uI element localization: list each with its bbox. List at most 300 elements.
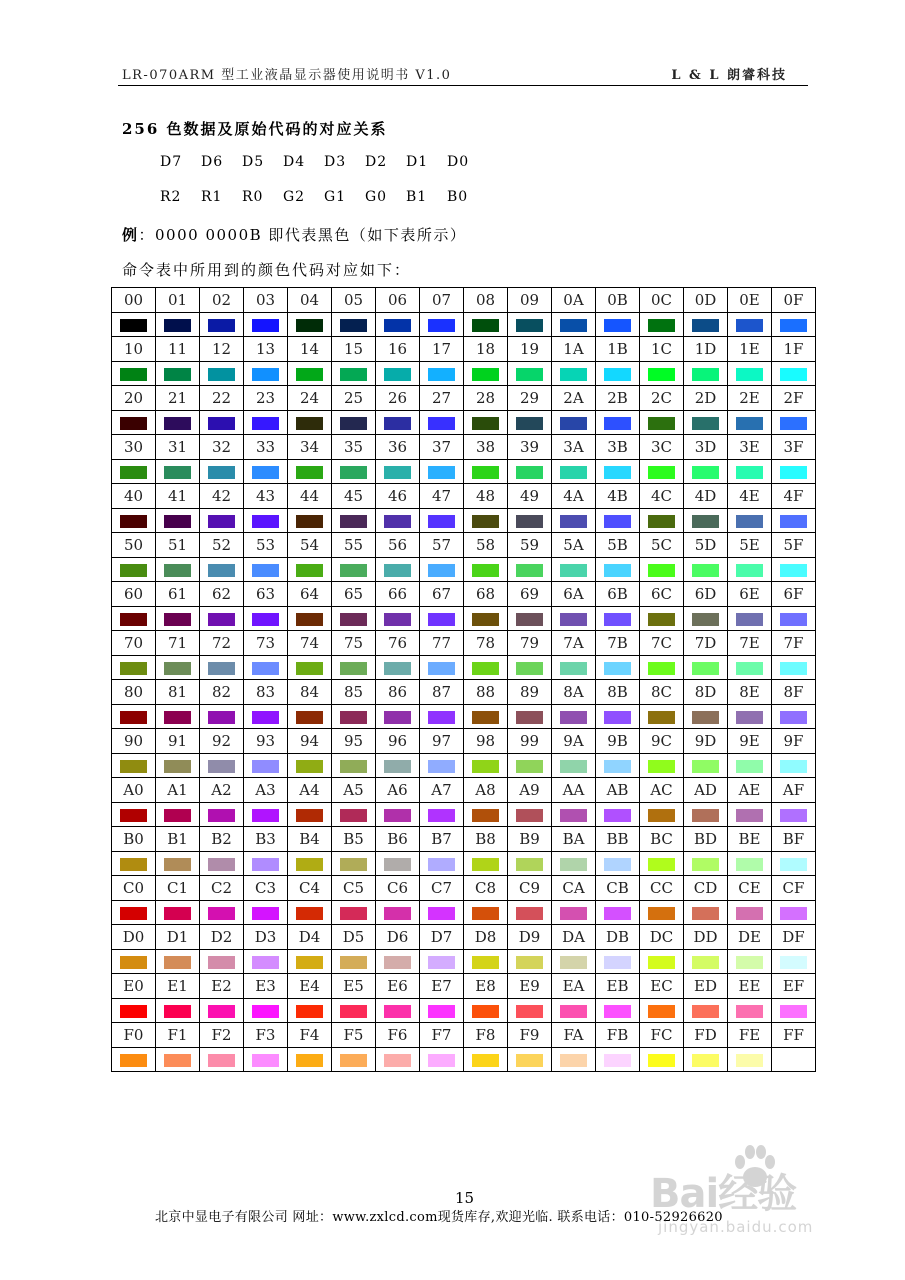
color-code: BA bbox=[552, 827, 596, 852]
color-swatch bbox=[648, 711, 675, 724]
color-swatch bbox=[516, 515, 543, 528]
swatch-cell bbox=[552, 313, 596, 337]
color-code: AE bbox=[728, 778, 772, 803]
color-code: 8A bbox=[552, 680, 596, 705]
color-code: E7 bbox=[420, 974, 464, 999]
swatch-cell bbox=[508, 558, 552, 582]
section-title: 256 色数据及原始代码的对应关系 bbox=[122, 120, 388, 138]
color-code: 51 bbox=[156, 533, 200, 558]
swatch-cell bbox=[464, 901, 508, 925]
color-swatch bbox=[472, 466, 499, 479]
color-swatch bbox=[164, 368, 191, 381]
swatch-cell bbox=[772, 558, 816, 582]
color-swatch-row bbox=[112, 607, 816, 631]
color-swatch bbox=[164, 711, 191, 724]
swatch-cell bbox=[420, 607, 464, 631]
color-swatch bbox=[560, 417, 587, 430]
color-swatch bbox=[340, 760, 367, 773]
color-swatch bbox=[780, 613, 807, 626]
color-code: C1 bbox=[156, 876, 200, 901]
color-swatch bbox=[384, 809, 411, 822]
color-code: C4 bbox=[288, 876, 332, 901]
color-swatch bbox=[648, 956, 675, 969]
color-swatch-row bbox=[112, 803, 816, 827]
color-code: 1C bbox=[640, 337, 684, 362]
swatch-cell bbox=[684, 411, 728, 435]
swatch-cell bbox=[244, 901, 288, 925]
rgb-bit-row bbox=[160, 189, 488, 205]
color-code: 14 bbox=[288, 337, 332, 362]
color-swatch bbox=[604, 417, 631, 430]
color-swatch bbox=[120, 466, 147, 479]
color-code: 7F bbox=[772, 631, 816, 656]
color-swatch bbox=[428, 956, 455, 969]
color-code: B2 bbox=[200, 827, 244, 852]
color-swatch bbox=[384, 417, 411, 430]
color-swatch bbox=[384, 1054, 411, 1067]
color-code: 60 bbox=[112, 582, 156, 607]
swatch-cell bbox=[244, 999, 288, 1023]
swatch-cell bbox=[464, 558, 508, 582]
swatch-cell bbox=[640, 656, 684, 680]
color-code: 04 bbox=[288, 288, 332, 313]
color-code: 0E bbox=[728, 288, 772, 313]
swatch-cell bbox=[420, 656, 464, 680]
watermark-brand: Bai经验 bbox=[650, 1171, 797, 1217]
color-swatch bbox=[164, 515, 191, 528]
swatch-cell bbox=[772, 362, 816, 386]
color-swatch bbox=[252, 907, 279, 920]
color-swatch bbox=[340, 319, 367, 332]
swatch-cell bbox=[200, 509, 244, 533]
color-swatch bbox=[692, 319, 719, 332]
color-code: 9F bbox=[772, 729, 816, 754]
color-code: E8 bbox=[464, 974, 508, 999]
swatch-cell bbox=[684, 607, 728, 631]
color-code: 99 bbox=[508, 729, 552, 754]
swatch-cell bbox=[332, 509, 376, 533]
swatch-cell bbox=[464, 656, 508, 680]
color-code: BD bbox=[684, 827, 728, 852]
swatch-cell bbox=[728, 852, 772, 876]
swatch-cell bbox=[596, 313, 640, 337]
swatch-cell bbox=[200, 558, 244, 582]
color-swatch bbox=[296, 956, 323, 969]
color-code: 67 bbox=[420, 582, 464, 607]
color-swatch bbox=[208, 760, 235, 773]
color-code: D6 bbox=[376, 925, 420, 950]
color-swatch bbox=[604, 858, 631, 871]
swatch-cell bbox=[596, 362, 640, 386]
color-code: BF bbox=[772, 827, 816, 852]
swatch-cell bbox=[684, 460, 728, 484]
color-code: 9C bbox=[640, 729, 684, 754]
swatch-cell bbox=[156, 656, 200, 680]
color-swatch bbox=[736, 711, 763, 724]
color-code: 7E bbox=[728, 631, 772, 656]
swatch-cell bbox=[772, 313, 816, 337]
swatch-cell bbox=[640, 411, 684, 435]
swatch-cell bbox=[420, 705, 464, 729]
color-code: F9 bbox=[508, 1023, 552, 1048]
swatch-cell bbox=[156, 754, 200, 778]
swatch-cell bbox=[288, 558, 332, 582]
color-code: 52 bbox=[200, 533, 244, 558]
color-code: B9 bbox=[508, 827, 552, 852]
color-swatch bbox=[208, 1005, 235, 1018]
color-swatch bbox=[736, 613, 763, 626]
color-code: 5E bbox=[728, 533, 772, 558]
color-code: 75 bbox=[332, 631, 376, 656]
color-code: F8 bbox=[464, 1023, 508, 1048]
color-code: 97 bbox=[420, 729, 464, 754]
color-swatch bbox=[604, 760, 631, 773]
swatch-cell bbox=[464, 411, 508, 435]
color-code: D4 bbox=[288, 925, 332, 950]
color-swatch bbox=[692, 858, 719, 871]
color-code-row bbox=[112, 876, 816, 901]
swatch-cell bbox=[772, 1048, 816, 1072]
swatch-cell bbox=[288, 460, 332, 484]
color-swatch bbox=[472, 809, 499, 822]
swatch-cell bbox=[728, 656, 772, 680]
swatch-cell bbox=[640, 803, 684, 827]
color-swatch bbox=[296, 466, 323, 479]
color-swatch bbox=[780, 1054, 807, 1067]
color-code: C2 bbox=[200, 876, 244, 901]
color-code: 95 bbox=[332, 729, 376, 754]
color-code: 22 bbox=[200, 386, 244, 411]
color-code: 41 bbox=[156, 484, 200, 509]
color-code: B7 bbox=[420, 827, 464, 852]
swatch-cell bbox=[728, 950, 772, 974]
swatch-cell bbox=[156, 803, 200, 827]
color-swatch bbox=[208, 515, 235, 528]
color-swatch bbox=[120, 515, 147, 528]
color-swatch bbox=[428, 809, 455, 822]
swatch-cell bbox=[508, 607, 552, 631]
color-code: EF bbox=[772, 974, 816, 999]
swatch-cell bbox=[420, 509, 464, 533]
color-swatch bbox=[208, 613, 235, 626]
color-swatch bbox=[648, 515, 675, 528]
swatch-cell bbox=[200, 950, 244, 974]
swatch-cell bbox=[112, 656, 156, 680]
swatch-cell bbox=[552, 509, 596, 533]
swatch-cell bbox=[244, 362, 288, 386]
color-code: CF bbox=[772, 876, 816, 901]
swatch-cell bbox=[640, 901, 684, 925]
swatch-cell bbox=[156, 411, 200, 435]
color-code: E3 bbox=[244, 974, 288, 999]
color-code: E4 bbox=[288, 974, 332, 999]
color-swatch bbox=[120, 417, 147, 430]
swatch-cell bbox=[112, 1048, 156, 1072]
color-code: 2E bbox=[728, 386, 772, 411]
color-code: C6 bbox=[376, 876, 420, 901]
swatch-cell bbox=[728, 754, 772, 778]
swatch-cell bbox=[112, 558, 156, 582]
swatch-cell bbox=[728, 558, 772, 582]
color-swatch bbox=[780, 809, 807, 822]
color-code: F2 bbox=[200, 1023, 244, 1048]
swatch-cell bbox=[640, 313, 684, 337]
color-code: CA bbox=[552, 876, 596, 901]
color-code: FE bbox=[728, 1023, 772, 1048]
color-code: 08 bbox=[464, 288, 508, 313]
color-code: 61 bbox=[156, 582, 200, 607]
color-swatch bbox=[472, 564, 499, 577]
color-swatch bbox=[780, 319, 807, 332]
swatch-cell bbox=[552, 705, 596, 729]
color-swatch bbox=[692, 368, 719, 381]
swatch-cell bbox=[332, 901, 376, 925]
color-swatch bbox=[428, 368, 455, 381]
color-code: B5 bbox=[332, 827, 376, 852]
color-swatch-row bbox=[112, 313, 816, 337]
swatch-cell bbox=[112, 362, 156, 386]
swatch-cell bbox=[376, 460, 420, 484]
color-code: 74 bbox=[288, 631, 332, 656]
swatch-cell bbox=[684, 1048, 728, 1072]
color-code: 6A bbox=[552, 582, 596, 607]
swatch-cell bbox=[684, 852, 728, 876]
color-code: F5 bbox=[332, 1023, 376, 1048]
color-swatch bbox=[384, 858, 411, 871]
color-swatch bbox=[560, 613, 587, 626]
color-swatch bbox=[516, 417, 543, 430]
swatch-cell bbox=[640, 460, 684, 484]
swatch-cell bbox=[728, 313, 772, 337]
color-swatch bbox=[560, 662, 587, 675]
color-code: A6 bbox=[376, 778, 420, 803]
swatch-cell bbox=[508, 999, 552, 1023]
color-code: DA bbox=[552, 925, 596, 950]
color-swatch bbox=[340, 1054, 367, 1067]
swatch-cell bbox=[684, 999, 728, 1023]
color-code: 88 bbox=[464, 680, 508, 705]
color-swatch bbox=[120, 613, 147, 626]
color-swatch bbox=[164, 564, 191, 577]
color-code-row bbox=[112, 484, 816, 509]
color-code-row bbox=[112, 435, 816, 460]
color-code-row bbox=[112, 386, 816, 411]
color-swatch bbox=[780, 711, 807, 724]
color-code: EE bbox=[728, 974, 772, 999]
color-swatch bbox=[648, 417, 675, 430]
color-swatch bbox=[208, 564, 235, 577]
color-swatch bbox=[340, 711, 367, 724]
color-swatch-row bbox=[112, 558, 816, 582]
color-swatch bbox=[780, 907, 807, 920]
swatch-cell bbox=[596, 656, 640, 680]
color-swatch bbox=[780, 417, 807, 430]
swatch-cell bbox=[640, 1048, 684, 1072]
color-code: 44 bbox=[288, 484, 332, 509]
color-swatch-row bbox=[112, 656, 816, 680]
swatch-cell bbox=[332, 705, 376, 729]
color-code: 6C bbox=[640, 582, 684, 607]
swatch-cell bbox=[288, 1048, 332, 1072]
bit-label: D6 bbox=[201, 154, 224, 170]
bit-label: R0 bbox=[242, 189, 264, 205]
color-swatch bbox=[736, 417, 763, 430]
color-code: 3E bbox=[728, 435, 772, 460]
color-swatch bbox=[252, 809, 279, 822]
bit-label: B1 bbox=[406, 189, 428, 205]
color-code: 20 bbox=[112, 386, 156, 411]
color-code: 11 bbox=[156, 337, 200, 362]
swatch-cell bbox=[288, 999, 332, 1023]
color-swatch bbox=[692, 711, 719, 724]
color-code: 12 bbox=[200, 337, 244, 362]
swatch-cell bbox=[200, 999, 244, 1023]
color-code: BB bbox=[596, 827, 640, 852]
swatch-cell bbox=[288, 313, 332, 337]
swatch-cell bbox=[772, 705, 816, 729]
color-code: 86 bbox=[376, 680, 420, 705]
swatch-cell bbox=[420, 901, 464, 925]
color-code-row bbox=[112, 827, 816, 852]
swatch-cell bbox=[640, 754, 684, 778]
swatch-cell bbox=[112, 705, 156, 729]
swatch-cell bbox=[156, 313, 200, 337]
swatch-cell bbox=[508, 754, 552, 778]
color-code: D1 bbox=[156, 925, 200, 950]
color-code: 65 bbox=[332, 582, 376, 607]
document-header-title: LR-070ARM 型工业液晶显示器使用说明书 V1.0 bbox=[122, 68, 452, 83]
color-code-row bbox=[112, 337, 816, 362]
color-code: DE bbox=[728, 925, 772, 950]
color-swatch bbox=[604, 319, 631, 332]
swatch-cell bbox=[288, 754, 332, 778]
bit-label: G0 bbox=[365, 189, 388, 205]
color-swatch bbox=[340, 417, 367, 430]
color-swatch bbox=[516, 711, 543, 724]
color-swatch bbox=[780, 466, 807, 479]
color-code: B6 bbox=[376, 827, 420, 852]
color-swatch bbox=[120, 956, 147, 969]
swatch-cell bbox=[376, 999, 420, 1023]
swatch-cell bbox=[244, 558, 288, 582]
swatch-cell bbox=[288, 411, 332, 435]
swatch-cell bbox=[596, 950, 640, 974]
color-swatch bbox=[252, 662, 279, 675]
color-swatch bbox=[428, 711, 455, 724]
color-swatch-row bbox=[112, 999, 816, 1023]
color-code: C5 bbox=[332, 876, 376, 901]
color-code: E1 bbox=[156, 974, 200, 999]
color-swatch bbox=[736, 956, 763, 969]
color-code: 4C bbox=[640, 484, 684, 509]
swatch-cell bbox=[112, 460, 156, 484]
swatch-cell bbox=[376, 362, 420, 386]
color-code: 68 bbox=[464, 582, 508, 607]
color-code: 0C bbox=[640, 288, 684, 313]
color-code: 5C bbox=[640, 533, 684, 558]
color-code: 1A bbox=[552, 337, 596, 362]
color-code: 21 bbox=[156, 386, 200, 411]
example-line bbox=[122, 224, 466, 245]
swatch-cell bbox=[156, 901, 200, 925]
color-swatch bbox=[604, 956, 631, 969]
color-code: 19 bbox=[508, 337, 552, 362]
color-code: 0F bbox=[772, 288, 816, 313]
color-swatch bbox=[340, 515, 367, 528]
color-swatch bbox=[560, 1054, 587, 1067]
color-swatch bbox=[780, 1005, 807, 1018]
swatch-cell bbox=[684, 901, 728, 925]
color-code: B8 bbox=[464, 827, 508, 852]
color-code: 69 bbox=[508, 582, 552, 607]
swatch-cell bbox=[772, 803, 816, 827]
color-code: 70 bbox=[112, 631, 156, 656]
color-code: 76 bbox=[376, 631, 420, 656]
swatch-cell bbox=[552, 950, 596, 974]
swatch-cell bbox=[200, 313, 244, 337]
color-swatch bbox=[120, 907, 147, 920]
color-code: B0 bbox=[112, 827, 156, 852]
color-swatch bbox=[428, 907, 455, 920]
color-swatch bbox=[428, 466, 455, 479]
swatch-cell bbox=[156, 999, 200, 1023]
swatch-cell bbox=[156, 1048, 200, 1072]
swatch-cell bbox=[420, 950, 464, 974]
color-code: 93 bbox=[244, 729, 288, 754]
color-swatch bbox=[560, 515, 587, 528]
color-code: 5A bbox=[552, 533, 596, 558]
color-code: 83 bbox=[244, 680, 288, 705]
color-swatch-row bbox=[112, 362, 816, 386]
color-swatch bbox=[648, 466, 675, 479]
color-code: D2 bbox=[200, 925, 244, 950]
color-swatch bbox=[472, 319, 499, 332]
color-swatch bbox=[604, 368, 631, 381]
color-code: 9D bbox=[684, 729, 728, 754]
color-swatch bbox=[296, 515, 323, 528]
color-swatch bbox=[648, 1005, 675, 1018]
swatch-cell bbox=[508, 656, 552, 680]
swatch-cell bbox=[552, 656, 596, 680]
color-swatch bbox=[692, 760, 719, 773]
swatch-cell bbox=[288, 950, 332, 974]
swatch-cell bbox=[376, 754, 420, 778]
color-code: ED bbox=[684, 974, 728, 999]
color-swatch bbox=[692, 1054, 719, 1067]
color-code: 1D bbox=[684, 337, 728, 362]
swatch-cell bbox=[332, 803, 376, 827]
swatch-cell bbox=[552, 999, 596, 1023]
color-code: 4F bbox=[772, 484, 816, 509]
color-swatch bbox=[472, 1005, 499, 1018]
color-code: 4E bbox=[728, 484, 772, 509]
color-swatch bbox=[296, 858, 323, 871]
color-code: FA bbox=[552, 1023, 596, 1048]
color-code: FB bbox=[596, 1023, 640, 1048]
swatch-cell bbox=[728, 460, 772, 484]
color-code: 10 bbox=[112, 337, 156, 362]
swatch-cell bbox=[200, 411, 244, 435]
color-code: 98 bbox=[464, 729, 508, 754]
color-swatch bbox=[472, 368, 499, 381]
swatch-cell bbox=[684, 509, 728, 533]
swatch-cell bbox=[596, 901, 640, 925]
color-swatch bbox=[692, 417, 719, 430]
color-code: 02 bbox=[200, 288, 244, 313]
swatch-cell bbox=[684, 803, 728, 827]
color-swatch bbox=[296, 1054, 323, 1067]
color-code: A1 bbox=[156, 778, 200, 803]
